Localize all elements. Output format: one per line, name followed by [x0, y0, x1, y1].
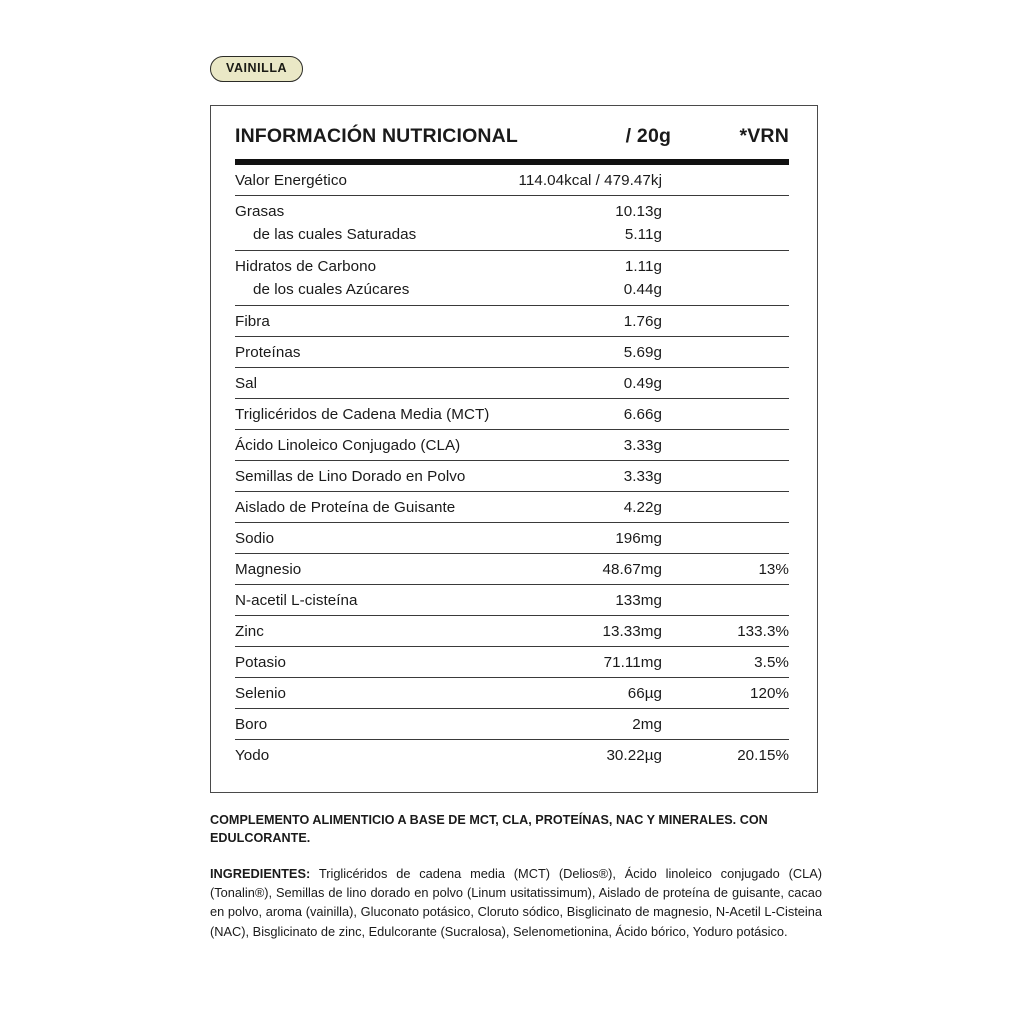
nutrient-vrn-percent: 20.15% [737, 747, 789, 764]
nutrient-amount: 48.67mg [602, 561, 662, 578]
nutrition-row-group [235, 523, 789, 554]
nutrient-label: de los cuales Azúcares [253, 281, 410, 298]
nutrient-amount: 30.22µg [606, 747, 662, 764]
nutrition-rows-container [235, 165, 789, 770]
nutrition-row-group [235, 554, 789, 585]
nutrient-label: Sodio [235, 530, 275, 547]
nutrition-row [235, 523, 789, 553]
nutrition-row [235, 306, 789, 336]
nutrient-vrn-percent: 120% [749, 685, 789, 702]
nutrient-label: Hidratos de Carbono [235, 258, 377, 275]
serving-size-header: / 20g [625, 125, 672, 147]
nutrition-row [235, 492, 789, 522]
nutrient-amount: 13.33mg [602, 623, 662, 640]
ingredients-label: INGREDIENTES: [210, 866, 311, 881]
nutrition-row [235, 616, 789, 646]
nutrient-amount: 3.33g [623, 468, 662, 485]
nutrition-row-group [235, 678, 789, 709]
nutrient-vrn-percent: 13% [758, 561, 789, 578]
nutrition-row-group [235, 368, 789, 399]
nutrition-row-group [235, 251, 789, 306]
nutrient-vrn-percent: 3.5% [754, 654, 789, 671]
nutrient-label: Boro [235, 716, 268, 733]
nutrient-label: Potasio [235, 654, 287, 671]
vrn-column-header: *VRN [739, 125, 789, 147]
nutrient-label: Semillas de Lino Dorado en Polvo [235, 468, 466, 485]
nutrition-row-group [235, 647, 789, 678]
nutrition-table-header [235, 106, 789, 156]
nutrient-label: N-acetil L-cisteína [235, 592, 358, 609]
nutrition-row [235, 709, 789, 739]
nutrient-label: Selenio [235, 685, 287, 702]
ingredients-text: Triglicéridos de cadena media (MCT) (Delios®), Ácido linoleico conjugado (CLA) (Tonalin®), Semillas de lino dorado en polvo (Linum usitatissimum), Aislado de proteína de guisante, cacao en polvo, aroma (vainilla), Gluconato potásico, Cloruto sódico, Bisglicinato de magnesio, N-Acetil L-Cisteina (NAC), Bisglicinato de zinc, Edulcorante (Sucralosa), Selenometionina, Ácido bórico, Yoduro potásico. [210, 866, 822, 939]
nutrient-amount: 1.76g [623, 313, 662, 330]
nutrient-amount: 3.33g [623, 437, 662, 454]
nutrition-row [235, 368, 789, 398]
nutrition-row [235, 554, 789, 584]
product-claim-text: COMPLEMENTO ALIMENTICIO A BASE DE MCT, CLA, PROTEÍNAS, NAC Y MINERALES. CON EDULCORANTE. [210, 813, 768, 845]
flavour-badge: VAINILLA [210, 56, 303, 82]
ingredients-block [210, 864, 822, 941]
nutrient-amount: 1.11g [624, 258, 662, 275]
nutrient-label: Zinc [235, 623, 264, 640]
nutrition-row-group [235, 585, 789, 616]
nutrient-label: Ácido Linoleico Conjugado (CLA) [235, 437, 461, 454]
nutrition-row-group [235, 430, 789, 461]
nutrition-row-group [235, 196, 789, 251]
nutrient-amount: 0.49g [623, 375, 662, 392]
nutrient-amount: 0.44g [623, 281, 662, 298]
nutrient-amount: 10.13g [615, 203, 662, 220]
nutrition-table-title: INFORMACIÓN NUTRICIONAL [235, 125, 518, 147]
nutrient-label: Magnesio [235, 561, 302, 578]
nutrition-row-group [235, 306, 789, 337]
nutrition-row-group [235, 165, 789, 196]
nutrition-facts-panel [210, 105, 818, 793]
nutrition-row [235, 251, 789, 281]
nutrient-label: Yodo [235, 747, 270, 764]
nutrient-amount: 114.04kcal / 479.47kj [518, 172, 662, 189]
nutrient-label: Aislado de Proteína de Guisante [235, 499, 456, 516]
nutrition-row [235, 678, 789, 708]
nutrient-label: Triglicéridos de Cadena Media (MCT) [235, 406, 490, 423]
nutrient-amount: 196mg [615, 530, 662, 547]
nutrient-label: Fibra [235, 313, 270, 330]
nutrition-row [235, 430, 789, 460]
nutrition-row [235, 196, 789, 226]
nutrition-subrow [235, 226, 789, 250]
nutrient-amount: 71.11mg [603, 654, 662, 671]
nutrient-label: Proteínas [235, 344, 301, 361]
nutrient-label: de las cuales Saturadas [253, 226, 417, 243]
nutrition-row-group [235, 461, 789, 492]
nutrition-row [235, 647, 789, 677]
nutrient-amount: 5.69g [623, 344, 662, 361]
flavour-badge-row [210, 56, 303, 82]
nutrient-amount: 5.11g [624, 226, 662, 243]
nutrition-row [235, 399, 789, 429]
nutrient-label: Valor Energético [235, 172, 347, 189]
nutrition-row [235, 740, 789, 770]
nutrient-amount: 133mg [615, 592, 662, 609]
nutrition-row-group [235, 337, 789, 368]
nutrient-label: Sal [235, 375, 258, 392]
nutrition-panel-inner [211, 106, 817, 770]
nutrient-amount: 2mg [632, 716, 662, 733]
nutrition-subrow [235, 281, 789, 305]
nutrient-amount: 6.66g [623, 406, 662, 423]
nutrient-label: Grasas [235, 203, 285, 220]
nutrition-row-group [235, 709, 789, 740]
nutrition-row-group [235, 616, 789, 647]
nutrition-row [235, 337, 789, 367]
nutrition-row [235, 165, 789, 195]
nutrient-amount: 66µg [627, 685, 662, 702]
nutrient-vrn-percent: 133.3% [737, 623, 789, 640]
nutrient-amount: 4.22g [623, 499, 662, 516]
nutrition-row-group [235, 740, 789, 770]
nutrition-row [235, 461, 789, 491]
nutrition-row-group [235, 492, 789, 523]
nutrition-row [235, 585, 789, 615]
nutrition-row-group [235, 399, 789, 430]
